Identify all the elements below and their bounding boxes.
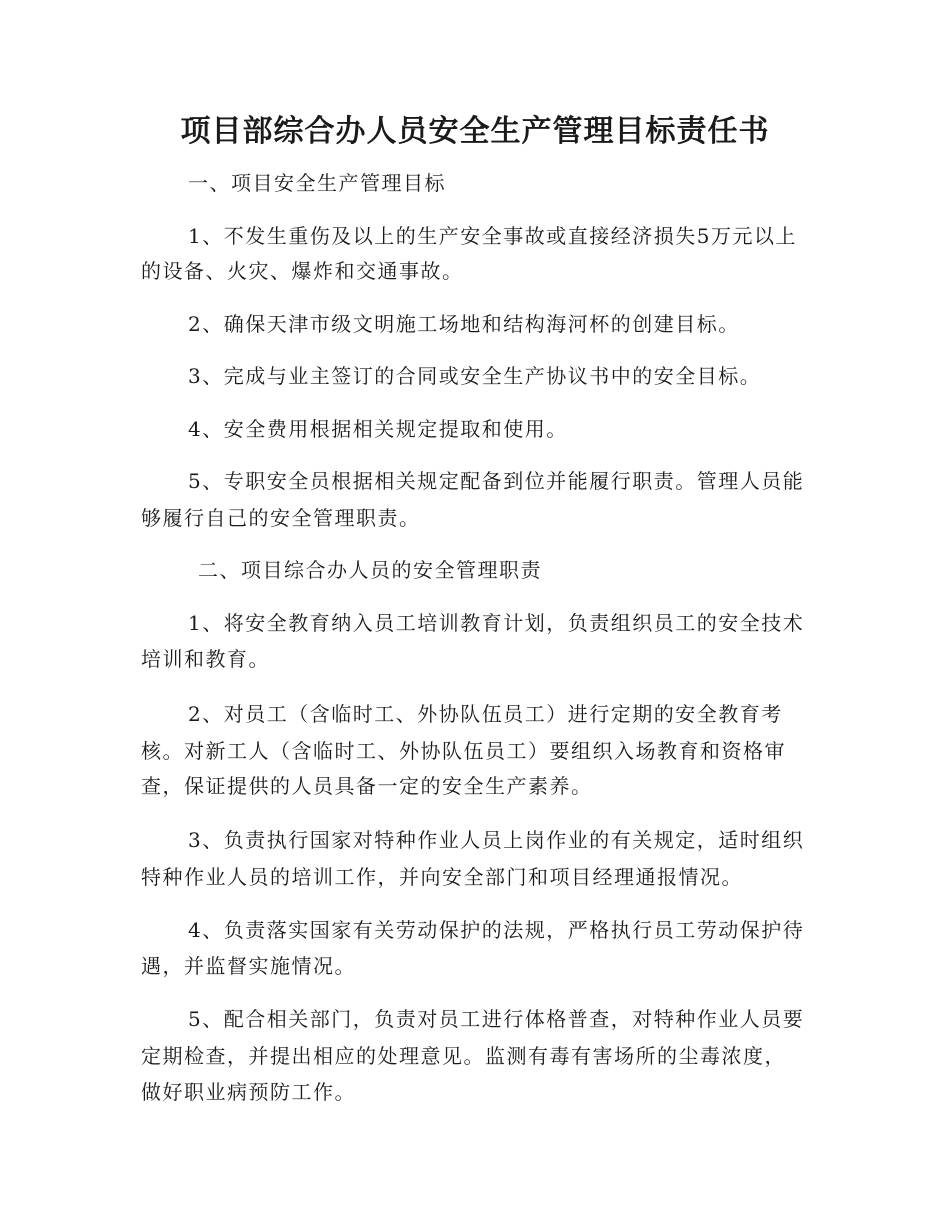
paragraph-line: 2、对员工（含临时工、外协队伍员工）进行定期的安全教育考 <box>188 702 783 726</box>
paragraph-line: 定期检查，并提出相应的处理意见。监测有毒有害场所的尘毒浓度， <box>141 1044 786 1068</box>
paragraph-line: 2、确保天津市级文明施工场地和结构海河杯的创建目标。 <box>188 312 740 336</box>
paragraph-line: 核。对新工人（含临时工、外协队伍员工）要组织入场教育和资格审 <box>141 739 786 763</box>
paragraph-line: 4、负责落实国家有关劳动保护的法规，严格执行员工劳动保护待 <box>188 918 805 942</box>
paragraph-line: 1、将安全教育纳入员工培训教育计划，负责组织员工的安全技术 <box>188 611 805 635</box>
paragraph-line: 特种作业人员的培训工作，并向安全部门和项目经理通报情况。 <box>141 865 743 889</box>
paragraph-line: 5、专职安全员根据相关规定配备到位并能履行职责。管理人员能 <box>188 469 805 493</box>
section-heading-2: 二、项目综合办人员的安全管理职责 <box>198 558 542 582</box>
paragraph-line: 查，保证提供的人员具备一定的安全生产素养。 <box>141 774 593 798</box>
paragraph-line: 3、负责执行国家对特种作业人员上岗作业的有关规定，适时组织 <box>188 828 805 852</box>
paragraph-line: 做好职业病预防工作。 <box>141 1080 356 1104</box>
paragraph-line: 3、完成与业主签订的合同或安全生产协议书中的安全目标。 <box>188 364 762 388</box>
paragraph-line: 培训和教育。 <box>141 647 270 671</box>
paragraph-line: 4、安全费用根据相关规定提取和使用。 <box>188 417 568 441</box>
paragraph-line: 1、不发生重伤及以上的生产安全事故或直接经济损失5万元以上 <box>188 224 797 248</box>
section-heading-1: 一、项目安全生产管理目标 <box>188 171 446 195</box>
paragraph-line: 的设备、火灾、爆炸和交通事故。 <box>141 259 464 283</box>
paragraph-line: 够履行自己的安全管理职责。 <box>141 506 421 530</box>
document-title: 项目部综合办人员安全生产管理目标责任书 <box>180 114 770 149</box>
paragraph-line: 遇，并监督实施情况。 <box>141 954 356 978</box>
paragraph-line: 5、配合相关部门，负责对员工进行体格普查，对特种作业人员要 <box>188 1007 805 1031</box>
